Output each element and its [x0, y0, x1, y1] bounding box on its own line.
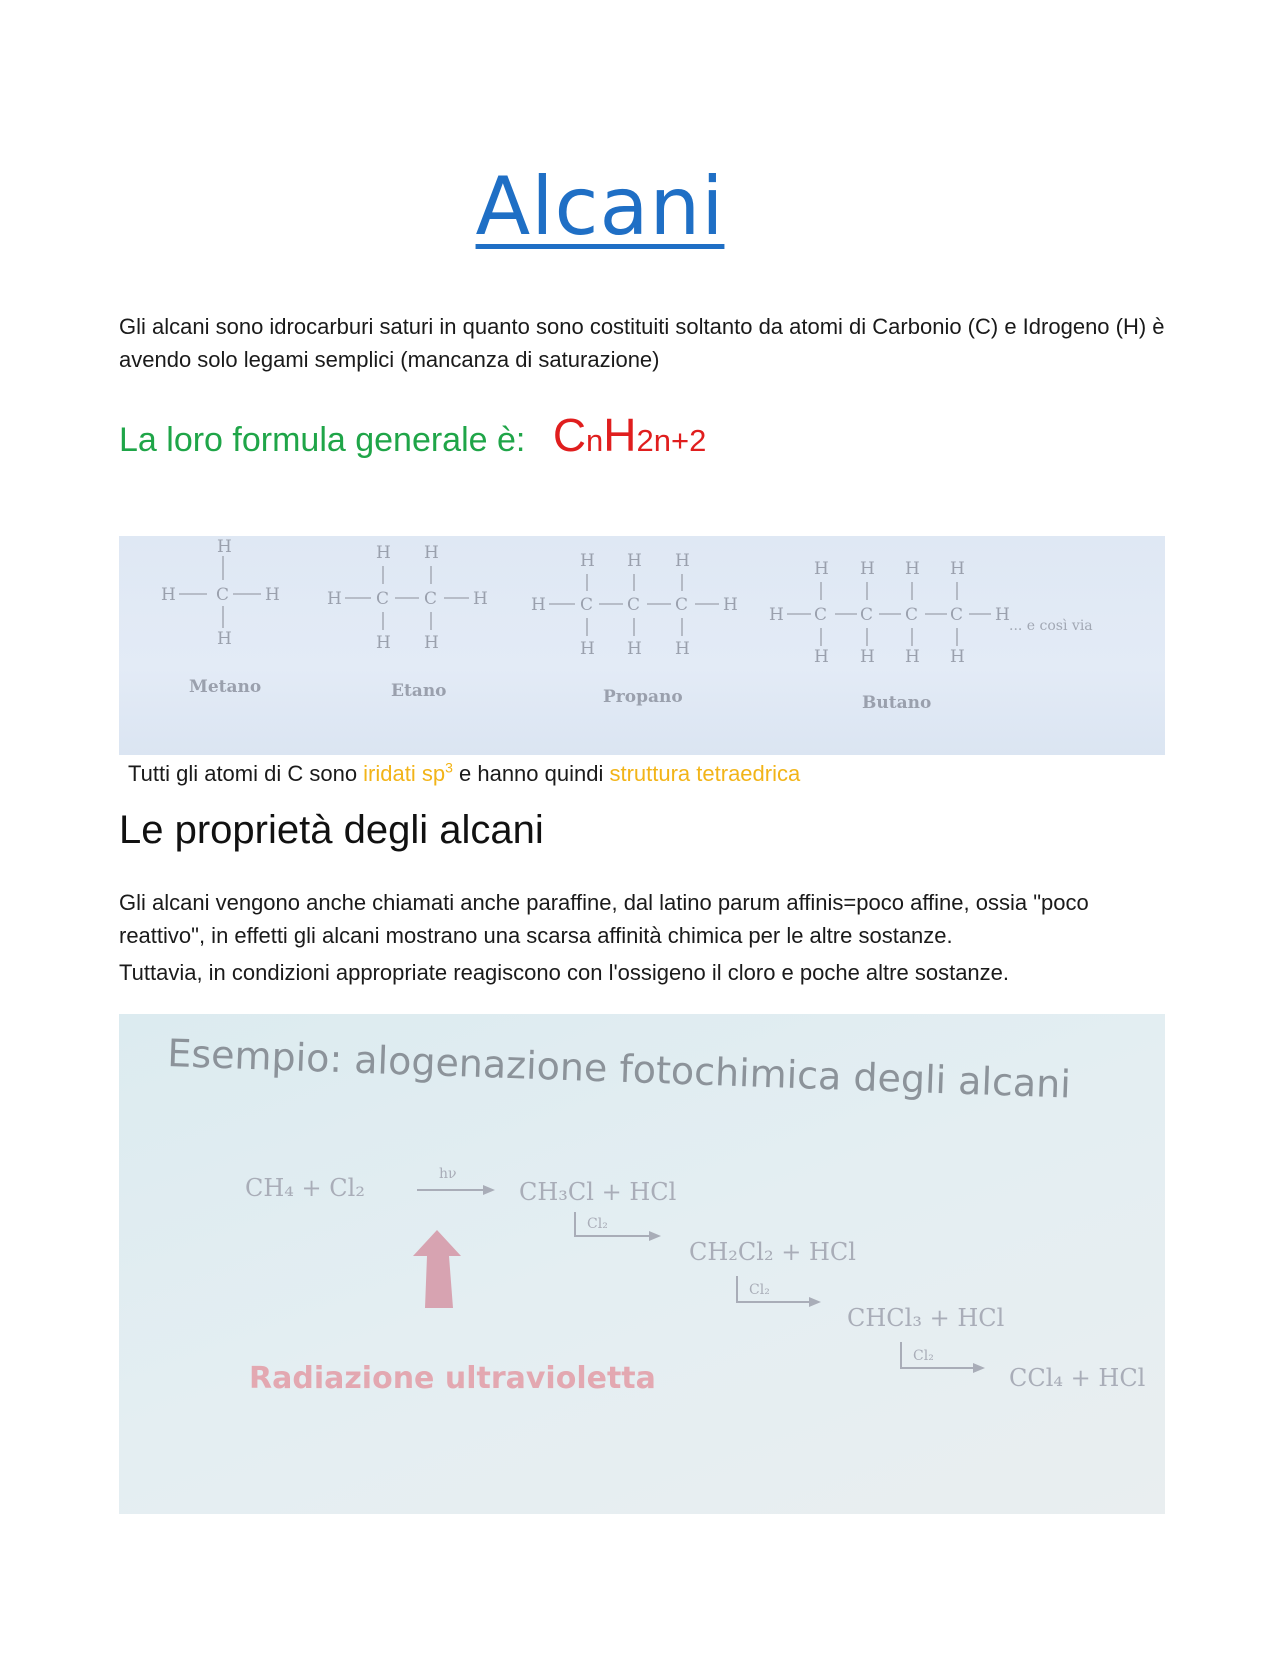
general-formula-line: [119, 408, 706, 462]
atom-c: C: [627, 595, 641, 615]
section-heading: Le proprietà degli alcani: [119, 808, 544, 852]
name-etano: Etano: [391, 681, 447, 701]
atom-h: H: [950, 647, 965, 667]
atom-h: H: [376, 543, 391, 563]
atom-h: H: [675, 551, 690, 571]
atom-h: H: [950, 559, 965, 579]
page-title: Alcani: [475, 160, 725, 253]
cl2-label: Cl₂: [587, 1216, 608, 1232]
etc-label: ... e così via: [1009, 618, 1093, 634]
atom-h: H: [860, 559, 875, 579]
cl2-label: Cl₂: [749, 1282, 770, 1298]
formula-h: H: [603, 409, 637, 461]
atom-h: H: [675, 639, 690, 659]
atom-c: C: [814, 605, 828, 625]
atom-c: C: [376, 589, 390, 609]
atom-h: H: [531, 595, 546, 615]
up-arrow-icon: [413, 1230, 461, 1308]
cl2-label: Cl₂: [913, 1348, 934, 1364]
alkane-structures-photo: [119, 536, 1165, 755]
atom-c: C: [675, 595, 689, 615]
atom-h: H: [860, 647, 875, 667]
atom-labels: [161, 537, 1010, 667]
atom-c: C: [860, 605, 874, 625]
properties-paragraph-2: Tuttavia, in condizioni appropriate reagiscono con l'ossigeno il cloro e poche altre sostanze.: [119, 960, 1010, 985]
reaction-scheme: [245, 1166, 1145, 1392]
atom-c: C: [424, 589, 438, 609]
atom-h: H: [217, 629, 232, 649]
name-propano: Propano: [603, 687, 683, 707]
arrow-head: [483, 1185, 495, 1195]
hybridization-caption: [128, 757, 1188, 790]
reactant: CH₄ + Cl₂: [245, 1174, 365, 1202]
product-2: CH₂Cl₂ + HCl: [689, 1238, 856, 1266]
atom-h: H: [327, 589, 342, 609]
atom-c: C: [905, 605, 919, 625]
atom-h: H: [265, 585, 280, 605]
atom-c: C: [580, 595, 594, 615]
atom-h: H: [217, 537, 232, 557]
atom-h: H: [905, 559, 920, 579]
atom-h: H: [723, 595, 738, 615]
atom-h: H: [627, 639, 642, 659]
atom-h: H: [580, 551, 595, 571]
formula-c: C: [552, 409, 587, 461]
atom-h: H: [424, 543, 439, 563]
intro-paragraph: Gli alcani sono idrocarburi saturi in quanto sono costituiti soltanto da atomi di Carbonio (C) e Idrogeno (H) è avendo solo legami semplici (mancanza di saturazione): [119, 314, 1165, 372]
general-formula: [552, 409, 707, 461]
arrow-4: [901, 1342, 973, 1368]
caption-text-1: Tutti gli atomi di C sono: [128, 761, 364, 786]
atom-h: H: [995, 605, 1010, 625]
atom-h: H: [814, 559, 829, 579]
atom-h: H: [814, 647, 829, 667]
atom-h: H: [627, 551, 642, 571]
atom-h: H: [161, 585, 176, 605]
atom-h: H: [580, 639, 595, 659]
caption-highlight-tetra: struttura tetraedrica: [609, 761, 801, 786]
atom-c: C: [216, 585, 230, 605]
molecule-names: [189, 677, 931, 713]
atom-h: H: [424, 633, 439, 653]
slide-title: Esempio: alogenazione fotochimica degli alcani: [166, 1031, 1072, 1107]
halogenation-slide: [119, 1014, 1165, 1514]
arrow-3: [737, 1276, 809, 1302]
atom-h: H: [473, 589, 488, 609]
alkane-structures-drawing: [119, 536, 1165, 755]
product-4: CCl₄ + HCl: [1009, 1364, 1146, 1392]
name-metano: Metano: [189, 677, 262, 697]
atom-h: H: [905, 647, 920, 667]
atom-c: C: [950, 605, 964, 625]
atom-h: H: [769, 605, 784, 625]
atom-h: H: [376, 633, 391, 653]
caption-text-2: e hanno quindi: [452, 761, 610, 786]
properties-paragraph: Gli alcani vengono anche chiamati anche paraffine, dal latino parum affinis=poco affine, ossia "poco reattivo", in effetti gli alcani mostrano una scarsa affinità chimica per le altre sostanze.: [119, 890, 1089, 948]
caption-highlight-sp3: iridati $sp^3$: [363, 759, 453, 786]
formula-label: La loro formula generale è:: [119, 421, 526, 459]
product-1: CH₃Cl + HCl: [519, 1178, 677, 1206]
formula-sub: 2n+2: [636, 423, 707, 458]
formula-n: n: [586, 423, 604, 458]
uv-label: Radiazione ultravioletta: [249, 1361, 656, 1396]
product-3: CHCl₃ + HCl: [847, 1304, 1005, 1332]
hv-label: hν: [439, 1166, 457, 1182]
halogenation-photo: [119, 1014, 1165, 1514]
name-butano: Butano: [862, 693, 932, 713]
